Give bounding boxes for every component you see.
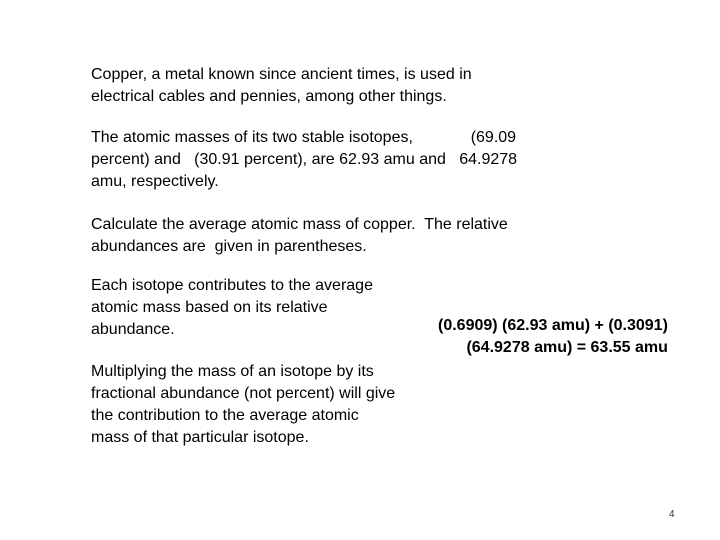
calculation-line: (0.6909) (62.93 amu) + (0.3091) [438,317,668,334]
multiplying-line: the contribution to the average atomic [91,407,359,424]
multiplying-line: fractional abundance (not percent) will give [91,385,396,402]
task-paragraph [91,214,508,258]
calculation-block [438,315,668,359]
each-isotope-line: atomic mass based on its relative [91,299,328,316]
page-number: 4 [669,509,675,520]
isotopes-line: percent) and (30.91 percent), are 62.93 amu and 64.9278 [91,151,518,168]
calculation-line: (64.9278 amu) = 63.55 amu [466,339,668,356]
intro-paragraph [91,64,472,108]
intro-line: Copper, a metal known since ancient times, is used in [91,66,472,83]
multiplying-line: mass of that particular isotope. [91,429,309,446]
intro-line: electrical cables and pennies, among other things. [91,88,447,105]
multiplying-line: Multiplying the mass of an isotope by its [91,363,374,380]
multiplying-paragraph [91,361,395,449]
each-isotope-paragraph [91,275,373,341]
each-isotope-line: Each isotope contributes to the average [91,277,373,294]
isotopes-paragraph [91,127,517,193]
task-line: abundances are given in parentheses. [91,238,367,255]
isotopes-line: amu, respectively. [91,173,219,190]
isotopes-line: The atomic masses of its two stable isotopes, (69.09 [91,129,517,146]
task-line: Calculate the average atomic mass of copper. The relative [91,216,508,233]
each-isotope-line: abundance. [91,321,175,338]
